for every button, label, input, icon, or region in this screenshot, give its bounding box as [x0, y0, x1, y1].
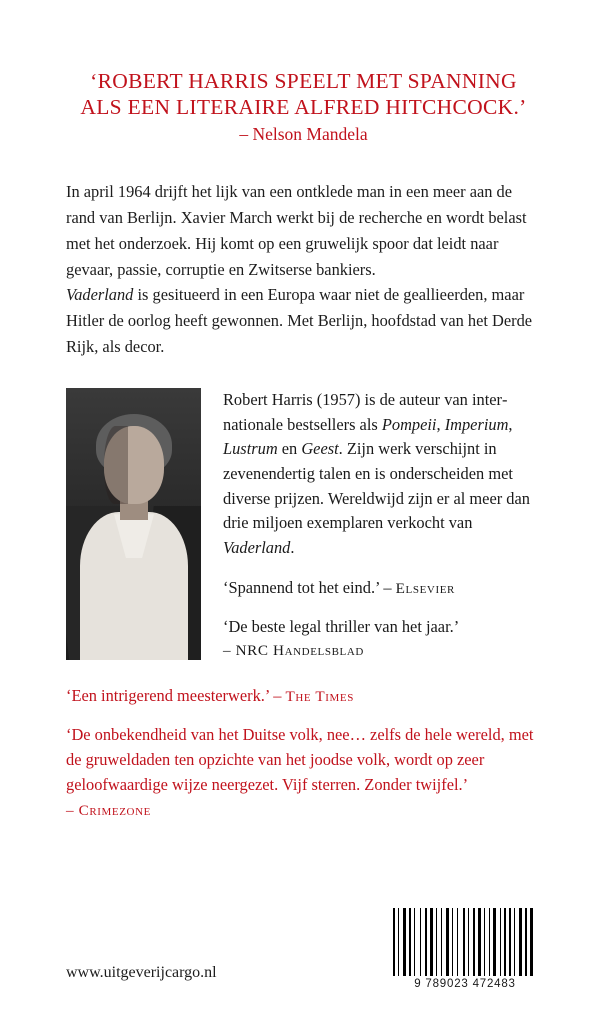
review-quotes	[66, 684, 541, 823]
cover-footer	[66, 904, 541, 990]
pull-quote-line-2: ALS EEN LITERAIRE ALFRED HITCHCOCK.’	[80, 95, 527, 120]
press-quote-1	[223, 576, 541, 600]
blurb-book-title: Vaderland	[66, 285, 134, 305]
pull-quote	[66, 68, 541, 146]
author-title-last: Vaderland	[223, 537, 291, 557]
review-quote-2-text: ‘De onbekendheid van het Duitse volk, nee… zelfs de hele wereld, met de gruweldaden ten opzichte van het joodse volk, wordt op zeer geloofwaardige wijze neergezet. Vijf sterren. Zonder twijfel.’	[66, 725, 534, 795]
pull-quote-attribution: – Nelson Mandela	[239, 124, 368, 145]
blurb-paragraph-1: In april 1964 drijft het lijk van een ontklede man in een meer aan de rand van Berlijn. Xavier March werkt bij de recherche en wordt belast met het onderzoek. Hij komt op een gruwelijk spoor dat leidt naar gevaar, passie, corruptie en Zwitserse bankiers.	[66, 181, 527, 279]
pull-quote-line-1: ‘ROBERT HARRIS SPEELT MET SPANNING	[90, 69, 517, 93]
author-portrait-photo	[66, 388, 201, 660]
review-quote-2	[66, 723, 541, 823]
portrait-face-shadow	[104, 426, 128, 504]
press-quote-2-text: ‘De beste legal thriller van het jaar.’	[223, 616, 460, 636]
publisher-website[interactable]: www.uitgeverijcargo.nl	[66, 964, 217, 981]
isbn-number: 9 789023 472483	[414, 978, 516, 990]
author-title-1: Imperium	[444, 414, 509, 434]
review-quote-2-source: – Crimezone	[66, 802, 151, 820]
barcode-block	[389, 904, 541, 990]
author-bio: Robert Harris (1957) is de auteur van internationale bestsellers als Pompeii, Imperium, Lustrum en Geest. Zijn werk verschijnt in zevenendertig talen en is onderscheiden met diverse prijzen. Wereldwijd zijn er al meer dan drie miljoen exemplaren verkocht van Vaderland. ‘Spannend tot het eind.’ – Elsevier ‘De beste legal thriller van het jaar.’ – NRC Handelsblad	[201, 388, 541, 662]
press-quote-2	[223, 615, 541, 663]
review-quote-1	[66, 684, 541, 709]
author-section	[66, 388, 541, 662]
press-quote-1-source: Elsevier	[395, 579, 455, 597]
author-bio-part-2: . Zijn werk verschijnt in zevenendertig talen en is onderscheiden met diverse prijzen. Wereldwijd zijn er al meer dan drie miljoen exemplaren verkocht van	[223, 439, 530, 533]
author-title-2: Lustrum	[223, 439, 278, 459]
blurb-paragraph-2: is gesitueerd in een Europa waar niet de geallieerden, maar Hitler de oorlog heeft gewonnen. Met Berlijn, hoofdstad van het Derde Rijk, als decor.	[66, 285, 533, 357]
book-blurb	[66, 179, 541, 360]
barcode-icon	[389, 904, 541, 976]
book-back-cover	[0, 68, 607, 1028]
author-bio-part-1: Robert Harris (1957) is de auteur van internationale bestsellers als	[223, 390, 508, 434]
press-quote-1-text: ‘Spannend tot het eind.’ –	[223, 577, 396, 597]
author-title-0: Pompeii	[381, 414, 437, 434]
review-quote-1-text: ‘Een intrigerend meesterwerk.’ –	[66, 686, 286, 706]
review-quote-1-source: The Times	[285, 688, 354, 706]
author-title-3: Geest	[301, 439, 339, 459]
press-quote-2-source: – NRC Handelsblad	[223, 642, 364, 660]
author-bio-end: .	[290, 537, 295, 557]
